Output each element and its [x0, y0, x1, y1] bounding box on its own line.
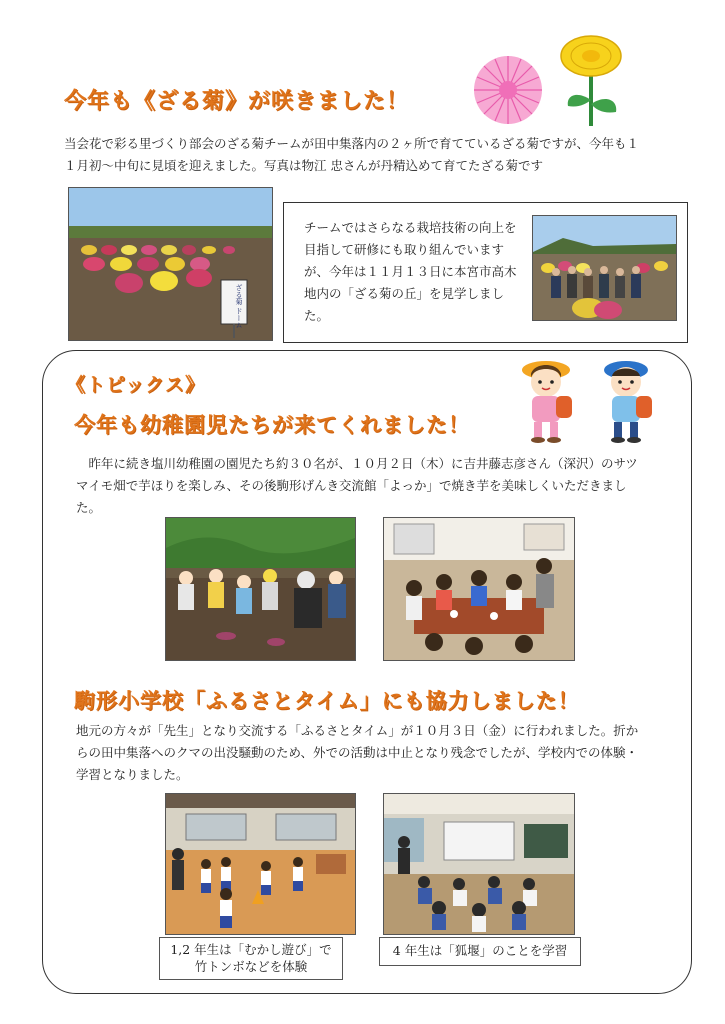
photo-zarugiku-field	[68, 187, 273, 341]
zarugiku-study-box	[283, 202, 688, 343]
section1-body: 当会花で彩る里づくり部会のざる菊チームが田中集落内の２ヶ所で育てているざる菊ですが、今年も１１月初〜中旬に見頃を迎えました。写真は物江 忠さんが丹精込めて育てたざる菊です	[64, 136, 640, 173]
study-box-text: チームではさらなる栽培技術の向上を目指して研修にも取り組んでいますが、今年は１１月１３日に本宮市高木地内の「ざる菊の丘」を見学しました。	[304, 220, 517, 323]
photo-zarugiku-hill	[532, 215, 677, 321]
caption-grade-4: 4 年生は「狐堰」のことを学習	[379, 937, 581, 966]
children-hiking-icon	[508, 356, 668, 444]
caption-grade-1-2-line2: 竹トンボなどを体験	[194, 959, 308, 974]
photo-sign-text: ざる菊 ドーム	[235, 284, 243, 329]
topics-header: 《トピックス》	[66, 374, 206, 396]
section-title-zarugiku: 今年も《ざる菊》が咲きました！	[64, 89, 410, 114]
photo-eating-sweet-potato	[383, 517, 575, 661]
chrysanthemum-pink-icon	[470, 52, 546, 128]
school-body: 地元の方々が「先生」となり交流する「ふるさとタイム」が１０月３日（金）に行われました。折からの田中集落へのクマの出没騒動のため、外での活動は中止となり残念でしたが、学校内での体験・学習となりました。	[76, 723, 639, 782]
kindergarten-body: 昨年に続き塩川幼稚園の園児たち約３０名が、１０月２日（木）に吉井藤志彦さん（深沢）のサツマイモ畑で芋ほりを楽しみ、その後駒形げんき交流館「よっか」で焼き芋を美味しくいただきました。	[76, 456, 638, 515]
kindergarten-title: 今年も幼稚園児たちが来てくれました！	[74, 413, 470, 437]
topics-frame	[42, 350, 692, 994]
chrysanthemum-yellow-icon	[558, 34, 624, 130]
caption-grade-1-2	[159, 937, 343, 980]
school-title: 駒形小学校「ふるさとタイム」にも協力しました！	[74, 689, 580, 713]
photo-potato-digging	[165, 517, 356, 661]
photo-gym-old-games	[165, 793, 356, 935]
caption-grade-1-2-line1: 1,2 年生は「むかし遊び」で	[170, 942, 332, 957]
photo-classroom-study	[383, 793, 575, 935]
